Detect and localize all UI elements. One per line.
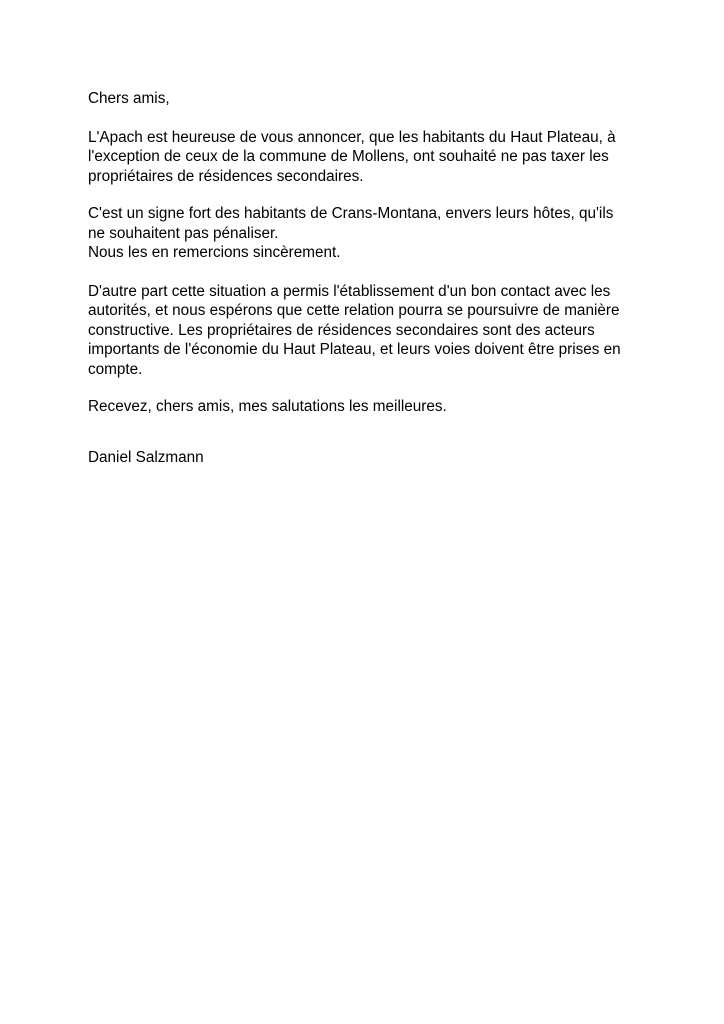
letter-greeting [88, 89, 628, 109]
paragraph-line: autorités, et nous espérons que cette relation pourra se poursuivre de manière [88, 302, 620, 319]
letter-closing [88, 397, 628, 417]
letter-body [88, 89, 628, 487]
signature-name: Daniel Salzmann [88, 448, 204, 466]
paragraph-line: propriétaires de résidences secondaires. [88, 167, 364, 185]
paragraph-line: l'exception de ceux de la commune de Mollens, ont souhaité ne pas taxer les [88, 148, 609, 165]
greeting-text: Chers amis, [88, 90, 170, 107]
paragraph-line: ne souhaitent pas pénaliser. [88, 224, 279, 242]
closing-text: Recevez, chers amis, mes salutations les meilleures. [88, 398, 447, 415]
paragraph-authorities [88, 282, 628, 380]
paragraph-line: L'Apach est heureuse de vous annoncer, que les habitants du Haut Plateau, à [88, 128, 616, 146]
paragraph-thanks [88, 204, 628, 263]
paragraph-line: C'est un signe fort des habitants de Crans-Montana, envers leurs hôtes, qu'ils [88, 205, 614, 222]
paragraph-line: compte. [88, 360, 143, 378]
paragraph-line: D'autre part cette situation a permis l'établissement d'un bon contact avec les [88, 282, 611, 300]
letter-signature [88, 448, 628, 468]
paragraph-announcement [88, 128, 628, 187]
paragraph-line: constructive. Les propriétaires de résidences secondaires sont des acteurs [88, 321, 595, 339]
paragraph-line: Nous les en remercions sincèrement. [88, 244, 341, 261]
paragraph-line: importants de l'économie du Haut Plateau, et leurs voies doivent être prises en [88, 341, 621, 358]
